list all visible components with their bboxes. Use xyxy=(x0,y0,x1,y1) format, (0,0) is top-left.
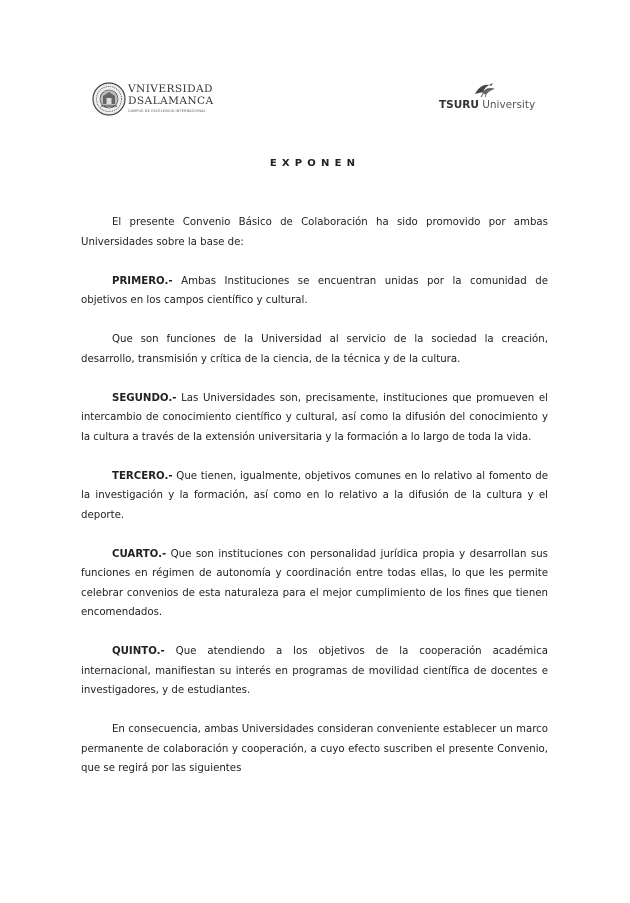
university-of-salamanca-logo xyxy=(92,82,242,120)
tercero-lead: TERCERO.- xyxy=(112,470,173,482)
tercero-text: Que tienen, igualmente, objetivos comunes en lo relativo al fomento de la investigación y la formación, así como en lo relativo a la difusión de la cultura y el deporte. xyxy=(81,470,548,521)
crane-logo-icon xyxy=(473,82,497,98)
quinto-lead: QUINTO.- xyxy=(112,646,165,657)
primero-lead: PRIMERO.- xyxy=(112,275,173,287)
primero-paragraph xyxy=(81,272,548,311)
tercero-paragraph xyxy=(81,467,548,526)
segundo-text: Las Universidades son, precisamente, instituciones que promueven el intercambio de conocimiento científico y cultural, así como la difusión del conocimiento y la cultura a través de la extensión universitaria y la formación a lo largo de toda la vida. xyxy=(81,392,548,443)
consecuencia-paragraph: En consecuencia, ambas Universidades consideran conveniente establecer un marco permanente de colaboración y cooperación, a cuyo efecto suscriben el presente Convenio, que se regirá por las siguientes xyxy=(81,724,548,774)
tsuru-wordmark xyxy=(439,99,535,111)
cuarto-lead: CUARTO.- xyxy=(112,548,167,560)
tsuru-university-logo xyxy=(439,82,539,116)
university-name-block xyxy=(128,83,214,114)
tsuru-suffix: University xyxy=(478,99,536,111)
funciones-paragraph: Que son funciones de la Universidad al servicio de la sociedad la creación, desarrollo, transmisión y crítica de la ciencia, de la técnica y de la cultura. xyxy=(81,334,548,365)
intro-paragraph: El presente Convenio Básico de Colaboración ha sido promovido por ambas Universidades sobre la base de: xyxy=(81,217,548,248)
cuarto-paragraph xyxy=(81,545,548,623)
cuarto-text: Que son instituciones con personalidad jurídica propia y desarrollan sus funciones en régimen de autonomía y coordinación entre todas ellas, lo que les permite celebrar convenios de esta naturaleza para el mejor cumplimiento de los fines que tienen encomendados. xyxy=(81,548,548,618)
primero-text: Ambas Instituciones se encuentran unidas por la comunidad de objetivos en los campos científico y cultural. xyxy=(81,275,548,306)
university-name-line2: DSALAMANCA xyxy=(128,95,214,107)
university-seal-icon xyxy=(92,82,126,116)
university-name-line1: VNIVERSIDAD xyxy=(128,83,213,95)
segundo-paragraph xyxy=(81,389,548,448)
tsuru-brand: TSURU xyxy=(439,99,479,111)
quinto-paragraph xyxy=(81,642,548,701)
section-heading: EXPONEN xyxy=(269,158,361,169)
segundo-lead: SEGUNDO.- xyxy=(112,392,177,404)
document-body xyxy=(81,213,548,779)
quinto-text: Que atendiendo a los objetivos de la cooperación académica internacional, manifiestan su interés en programas de movilidad científica de docentes e investigadores, y de estudiantes. xyxy=(81,646,548,696)
university-subtitle: CAMPUS DE EXCELENCIA INTERNACIONAL xyxy=(128,109,206,113)
